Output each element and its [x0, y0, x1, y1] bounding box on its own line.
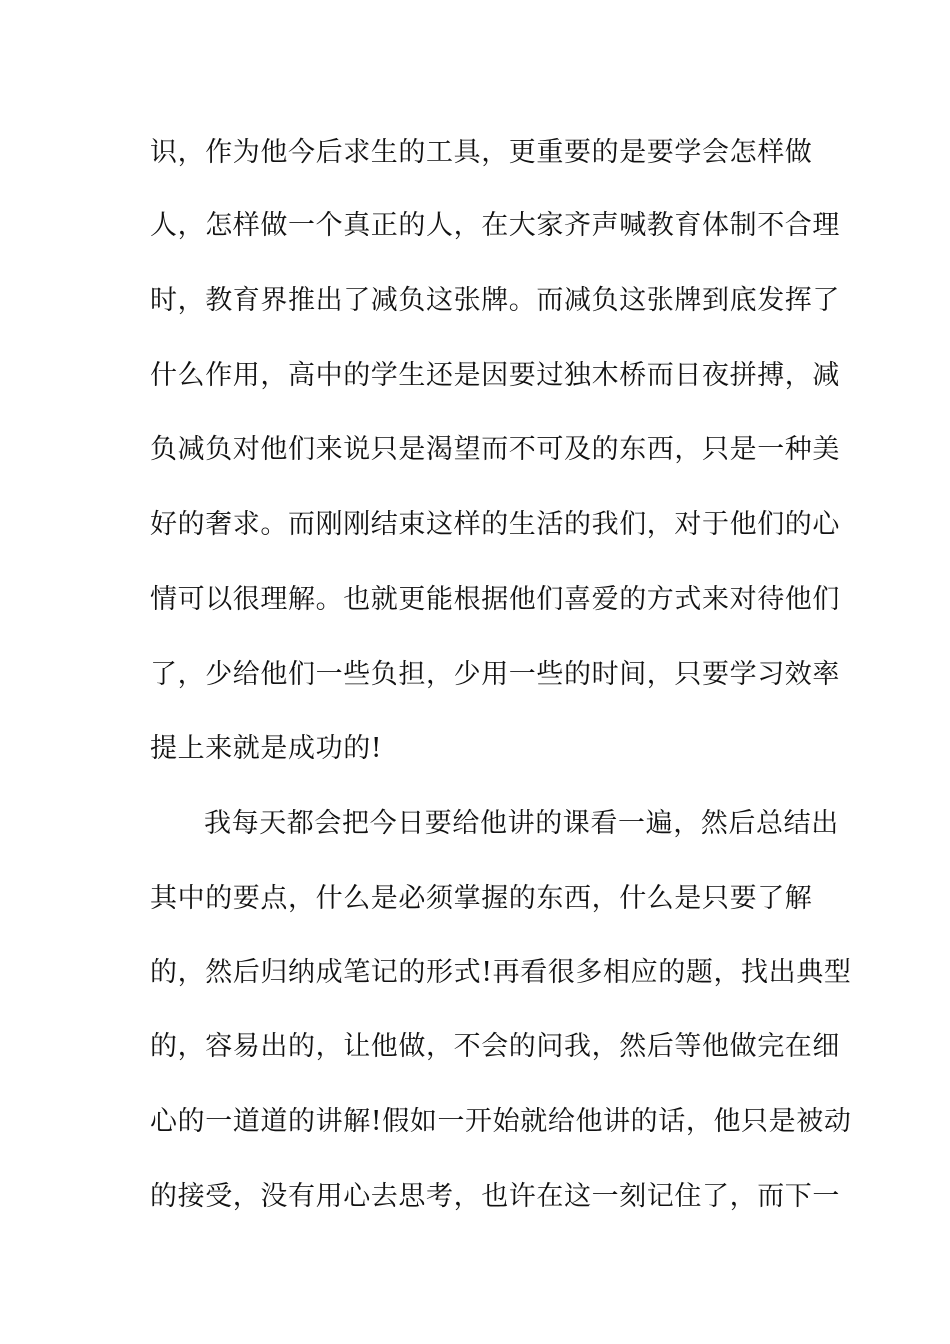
- text-line: 时，教育界推出了减负这张牌。而减负这张牌到底发挥了: [150, 285, 840, 316]
- text-line: 负减负对他们来说只是渴望而不可及的东西，只是一种美: [150, 434, 840, 465]
- text-line: 人，怎样做一个真正的人，在大家齐声喊教育体制不合理: [150, 210, 840, 241]
- text-line: 的，容易出的，让他做，不会的问我，然后等他做完在细: [150, 1031, 840, 1062]
- text-line: 提上来就是成功的!: [150, 733, 383, 764]
- paragraph-first-line: 我每天都会把今日要给他讲的课看一遍，然后总结出: [204, 808, 839, 839]
- text-line: 什么作用，高中的学生还是因要过独木桥而日夜拼搏，减: [150, 360, 840, 391]
- text-line: 的接受，没有用心去思考，也许在这一刻记住了，而下一: [150, 1181, 840, 1212]
- text-line: 心的一道道的讲解!假如一开始就给他讲的话，他只是被动: [150, 1106, 852, 1137]
- text-line: 其中的要点，什么是必须掌握的东西，什么是只要了解: [150, 883, 813, 914]
- text-line: 了，少给他们一些负担，少用一些的时间，只要学习效率: [150, 659, 840, 690]
- text-line: 情可以很理解。也就更能根据他们喜爱的方式来对待他们: [150, 584, 840, 615]
- text-line: 好的奢求。而刚刚结束这样的生活的我们，对于他们的心: [150, 509, 840, 540]
- text-line: 识，作为他今后求生的工具，更重要的是要学会怎样做: [150, 137, 813, 168]
- text-line: 的，然后归纳成笔记的形式!再看很多相应的题，找出典型: [150, 957, 852, 988]
